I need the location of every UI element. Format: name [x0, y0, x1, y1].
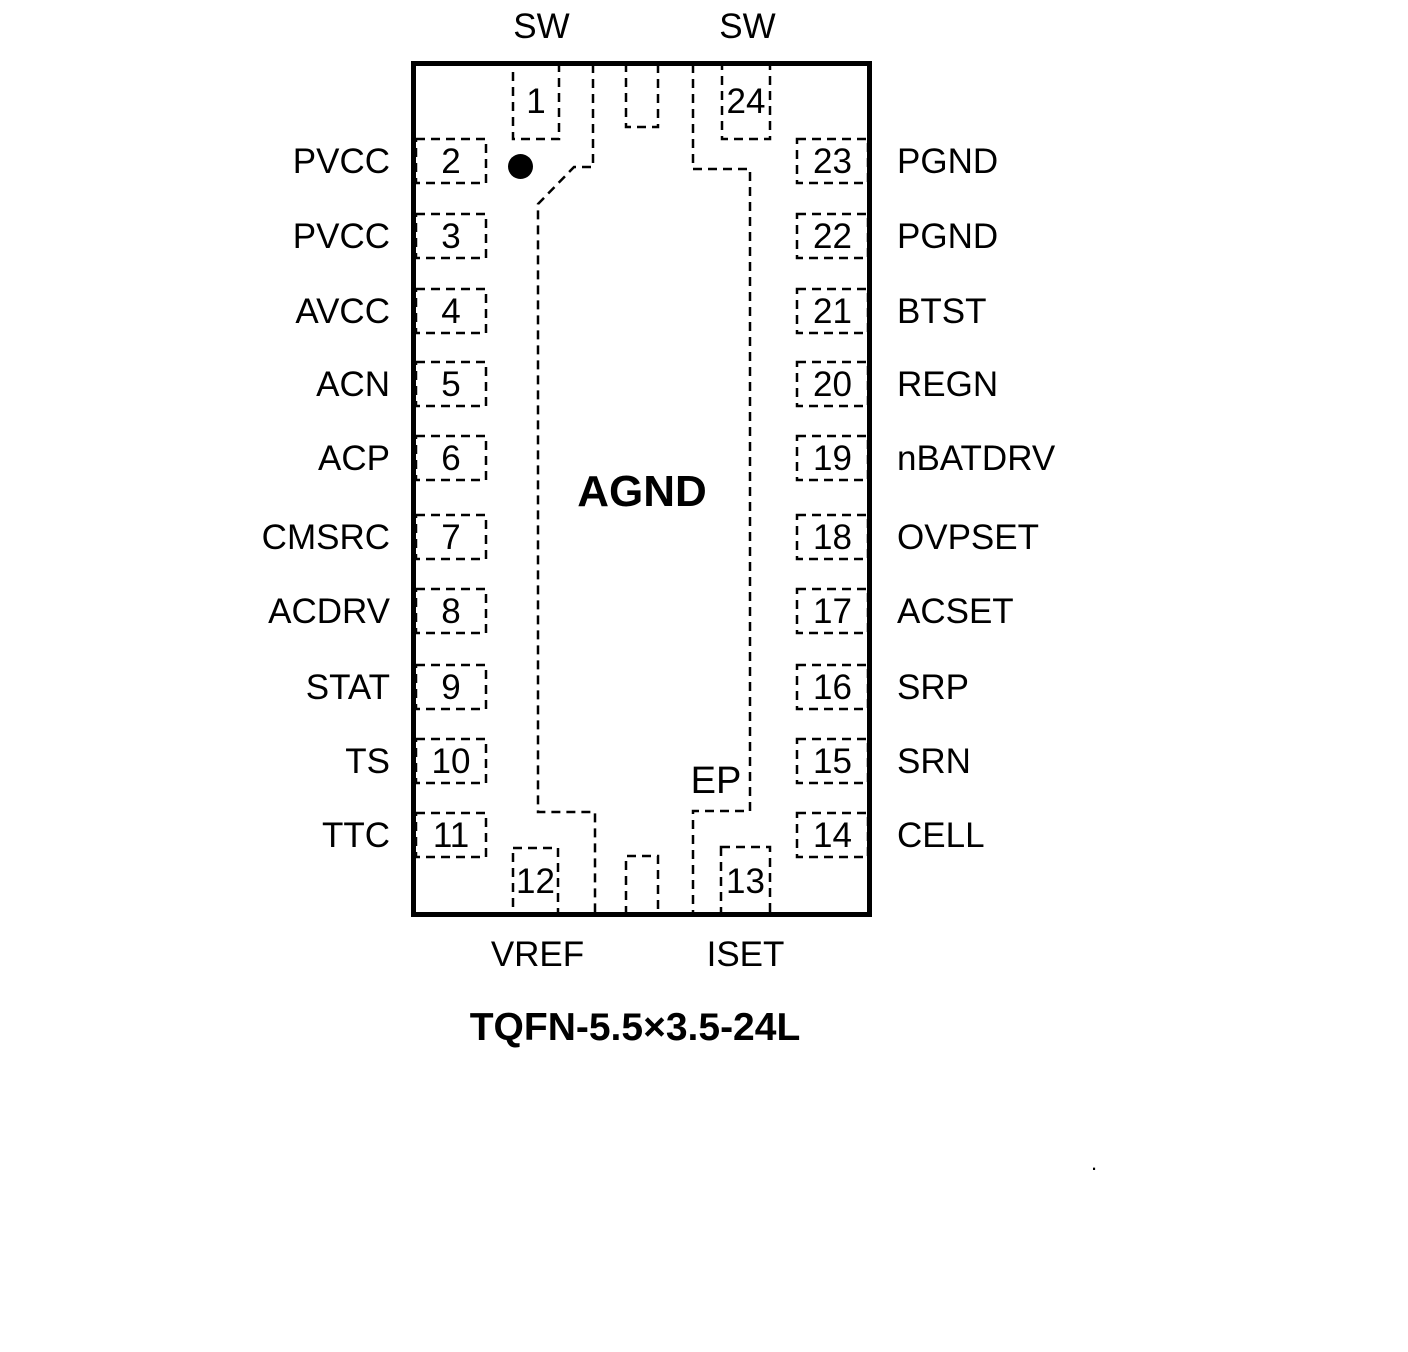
pin7-number: 7 — [441, 518, 461, 557]
pin15-number: 15 — [813, 742, 852, 781]
pin24-number: 24 — [726, 82, 766, 121]
pin6-label: ACP — [318, 439, 390, 478]
pin10-number: 10 — [431, 742, 471, 781]
pin8-label: ACDRV — [268, 592, 390, 631]
pin15-label: SRN — [897, 742, 971, 781]
pin4-number: 4 — [441, 292, 461, 331]
pin18-number: 18 — [813, 518, 852, 557]
pin13-label: ISET — [706, 935, 785, 974]
pin22-label: PGND — [897, 217, 999, 256]
pin13-number: 13 — [726, 862, 765, 901]
pin24-label: SW — [719, 7, 776, 46]
pin12-label: VREF — [490, 935, 585, 974]
pin20-label: REGN — [897, 365, 999, 404]
pin1-number: 1 — [526, 82, 546, 121]
pin21-label: BTST — [897, 292, 987, 331]
pin18-label: OVPSET — [897, 518, 1039, 557]
pin19-label: nBATDRV — [897, 439, 1056, 478]
pin19-number: 19 — [813, 439, 852, 478]
pin6-number: 6 — [441, 439, 461, 478]
pin14-number: 14 — [813, 816, 852, 855]
pin9-number: 9 — [441, 668, 461, 707]
pin20-number: 20 — [813, 365, 852, 404]
pin4-label: AVCC — [295, 292, 390, 331]
pin16-number: 16 — [813, 668, 852, 707]
pin11-number: 11 — [432, 816, 470, 855]
pin5-label: ACN — [316, 365, 390, 404]
pin1-label: SW — [513, 7, 570, 46]
pin3-label: PVCC — [292, 217, 390, 256]
center-pad-label: AGND — [577, 467, 707, 516]
pin2-number: 2 — [441, 142, 461, 181]
exposed-pad-label: EP — [690, 760, 742, 802]
pin11-label: TTC — [321, 816, 390, 855]
top-center-slot — [626, 63, 658, 127]
pin12-number: 12 — [516, 862, 555, 901]
package-title: TQFN-5.5×3.5-24L — [469, 1006, 801, 1049]
pin17-number: 17 — [813, 592, 852, 631]
pin23-label: PGND — [897, 142, 999, 181]
pin1-indicator-dot — [508, 154, 533, 179]
pin10-label: TS — [345, 742, 390, 781]
pin22-number: 22 — [813, 217, 852, 256]
pin16-label: SRP — [897, 668, 969, 707]
pin23-number: 23 — [813, 142, 852, 181]
pin8-number: 8 — [441, 592, 461, 631]
pin2-label: PVCC — [292, 142, 390, 181]
pin21-number: 21 — [813, 292, 852, 331]
bottom-center-slot — [626, 856, 658, 915]
pin14-label: CELL — [897, 816, 985, 855]
pin5-number: 5 — [441, 365, 461, 404]
pin3-number: 3 — [441, 217, 461, 256]
pin17-label: ACSET — [897, 592, 1014, 631]
pin9-label: STAT — [305, 668, 390, 707]
pin7-label: CMSRC — [261, 518, 390, 557]
stray-period: . — [1091, 1150, 1098, 1175]
